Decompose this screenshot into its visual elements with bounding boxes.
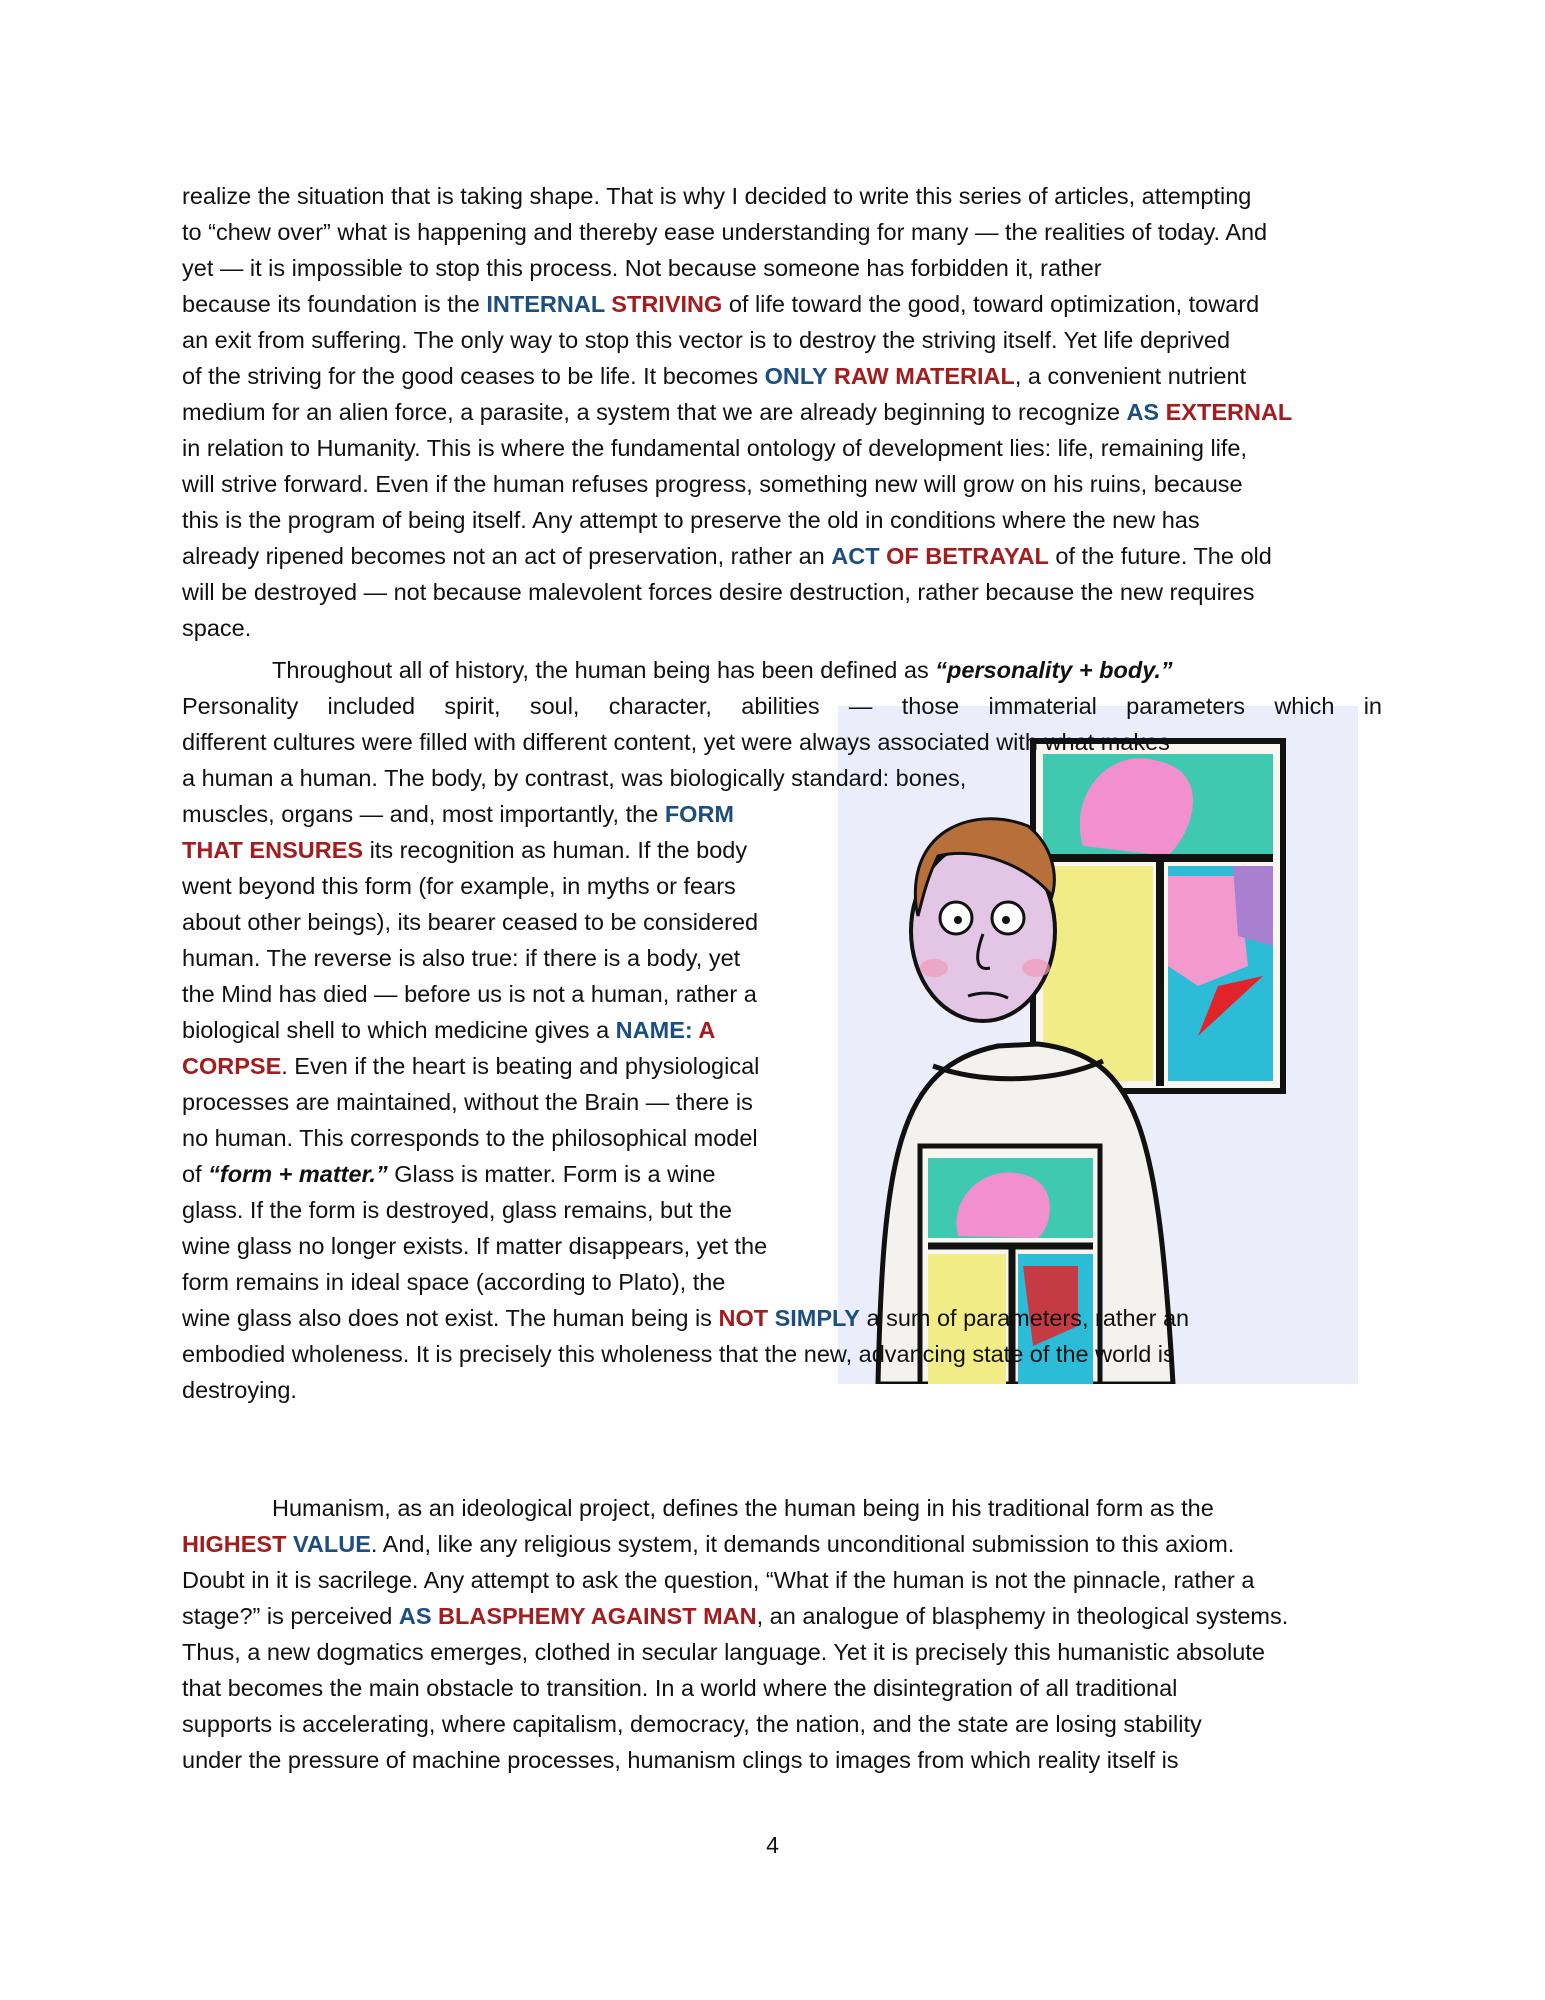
text-line: of the striving for the good ceases to be life. It becomes ONLY RAW MATERIAL, a convenient nutrient — [182, 363, 1247, 389]
text-line: went beyond this form (for example, in myths or fears — [182, 873, 736, 899]
text-line: glass. If the form is destroyed, glass remains, but the — [182, 1197, 732, 1223]
text-line: already ripened becomes not an act of preservation, rather an ACT OF BETRAYAL of the future. The old — [182, 543, 1272, 569]
paragraph-1 — [182, 178, 1382, 646]
text-line: this is the program of being itself. Any attempt to preserve the old in conditions where the new has — [182, 507, 1200, 533]
text-line: the Mind has died — before us is not a human, rather a — [182, 981, 757, 1007]
text-line: because its foundation is the INTERNAL STRIVING of life toward the good, toward optimization, toward — [182, 291, 1260, 317]
text-line: stage?” is perceived AS BLASPHEMY AGAINST MAN, an analogue of blasphemy in theological systems. — [182, 1603, 1289, 1629]
text-line: CORPSE. Even if the heart is beating and physiological — [182, 1053, 760, 1079]
text-line: medium for an alien force, a parasite, a system that we are already beginning to recognize AS EXTERNAL — [182, 399, 1293, 425]
text-line: form remains in ideal space (according to Plato), the — [182, 1269, 726, 1295]
text-line: realize the situation that is taking shape. That is why I decided to write this series of articles, attempting — [182, 183, 1252, 209]
text-line: supports is accelerating, where capitalism, democracy, the nation, and the state are losing stability — [182, 1711, 1202, 1737]
text-line: biological shell to which medicine gives a NAME: A — [182, 1017, 716, 1043]
text-line: processes are maintained, without the Brain — there is — [182, 1089, 753, 1115]
text-line: of “form + matter.” Glass is matter. Form is a wine — [182, 1161, 716, 1187]
text-line: wine glass also does not exist. The human being is NOT SIMPLY a sum of parameters, rather an — [182, 1305, 1190, 1331]
text-line: Humanism, as an ideological project, defines the human being in his traditional form as the — [272, 1495, 1214, 1521]
text-line: Personality included spirit, soul, character, abilities — those immaterial parameters which in — [182, 693, 1382, 719]
text-line: an exit from suffering. The only way to stop this vector is to destroy the striving itself. Yet life deprived — [182, 327, 1231, 353]
text-line: HIGHEST VALUE. And, like any religious system, it demands unconditional submission to this axiom. — [182, 1531, 1235, 1557]
text-line: THAT ENSURES its recognition as human. If the body — [182, 837, 748, 863]
text-line: under the pressure of machine processes, humanism clings to images from which reality itself is — [182, 1747, 1179, 1773]
page-number: 4 — [766, 1832, 779, 1858]
text-line: yet — it is impossible to stop this process. Not because someone has forbidden it, rather — [182, 255, 1102, 281]
text-line: in relation to Humanity. This is where the fundamental ontology of development lies: life, remaining life, — [182, 435, 1248, 461]
text-line: no human. This corresponds to the philosophical model — [182, 1125, 758, 1151]
paragraph-3 — [182, 1490, 1382, 1778]
text-line: wine glass no longer exists. If matter disappears, yet the — [182, 1233, 768, 1259]
text-line: that becomes the main obstacle to transition. In a world where the disintegration of all traditional — [182, 1675, 1178, 1701]
text-line: a human a human. The body, by contrast, was biologically standard: bones, — [182, 765, 967, 791]
text-line: muscles, organs — and, most importantly, the FORM — [182, 801, 735, 827]
text-line: will strive forward. Even if the human refuses progress, something new will grow on his ruins, because — [182, 471, 1243, 497]
text-line: Thus, a new dogmatics emerges, clothed in secular language. Yet it is precisely this humanistic absolute — [182, 1639, 1265, 1665]
text-line: destroying. — [182, 1377, 297, 1403]
text-line: to “chew over” what is happening and thereby ease understanding for many — the realities of today. And — [182, 219, 1268, 245]
text-line: different cultures were filled with different content, yet were always associated with what makes — [182, 729, 1170, 755]
text-line: about other beings), its bearer ceased to be considered — [182, 909, 759, 935]
text-line: embodied wholeness. It is precisely this wholeness that the new, advancing state of the world is — [182, 1341, 1175, 1367]
text-line: Doubt in it is sacrilege. Any attempt to ask the question, “What if the human is not the pinnacle, rather a — [182, 1567, 1255, 1593]
text-line: Throughout all of history, the human being has been defined as “personality + body.” — [272, 657, 1173, 683]
text-line: space. — [182, 615, 252, 641]
text-line: human. The reverse is also true: if there is a body, yet — [182, 945, 741, 971]
paragraph-2 — [182, 652, 1382, 1408]
text-line: will be destroyed — not because malevolent forces desire destruction, rather because the new requires — [182, 579, 1255, 605]
